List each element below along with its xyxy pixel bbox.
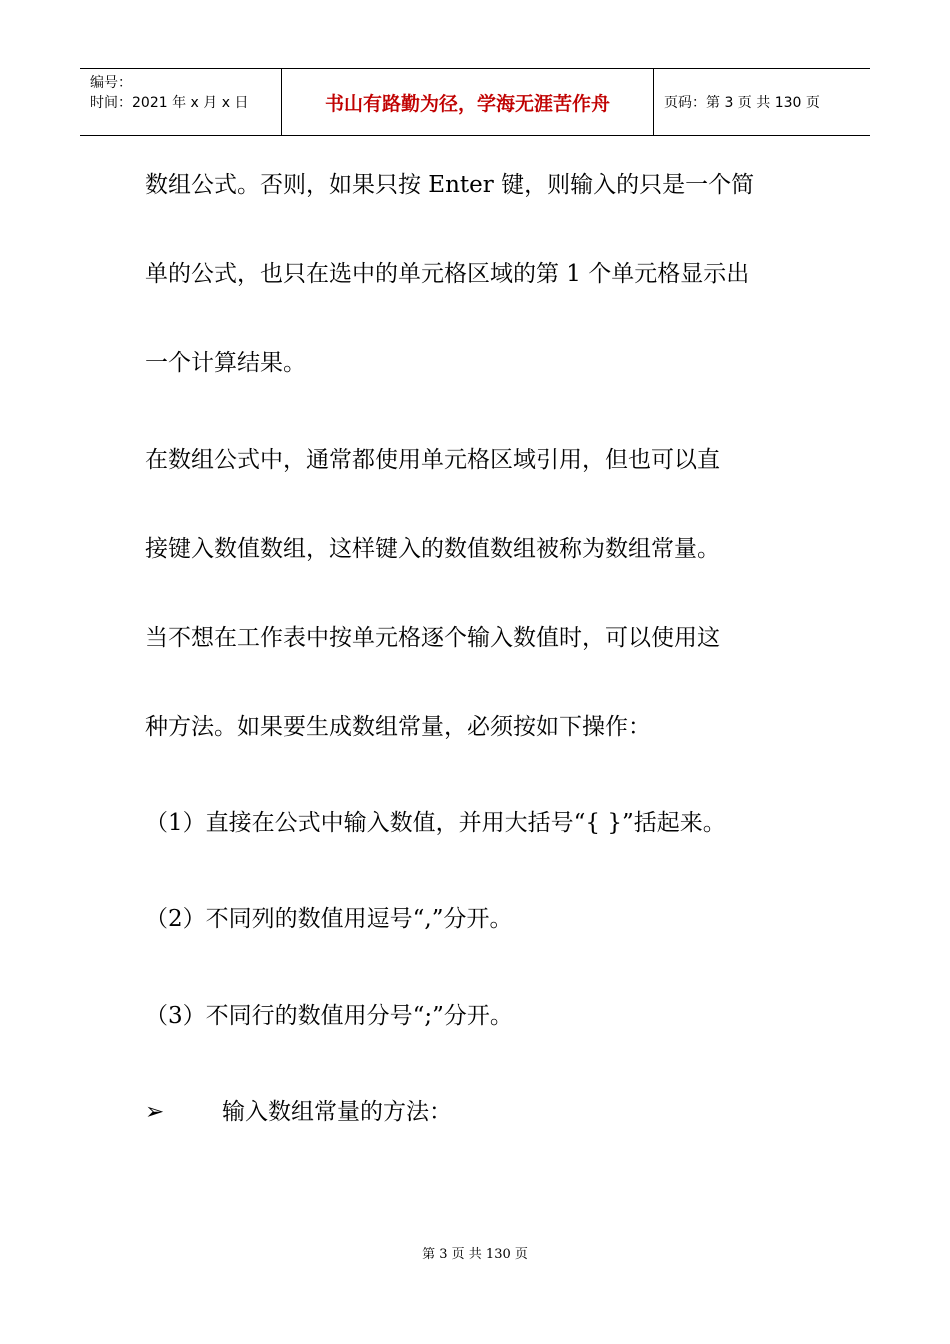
header-meta <box>80 69 281 135</box>
body-line-6: 当不想在工作表中按单元格逐个输入数值时，可以使用这 <box>145 625 720 651</box>
body-line-1: 数组公式。否则，如果只按 Enter 键，则输入的只是一个简 <box>145 172 755 198</box>
body-line-10: （3）不同行的数值用分号“;”分开。 <box>145 1003 513 1029</box>
arrow-bullet-icon: ➢ <box>145 1099 165 1125</box>
document-number-label: 编号： <box>90 75 132 91</box>
body-line-9: （2）不同列的数值用逗号“,”分开。 <box>145 906 513 932</box>
body-line-5: 接键入数值数组，这样键入的数值数组被称为数组常量。 <box>145 536 720 562</box>
body-line-4: 在数组公式中，通常都使用单元格区域引用，但也可以直 <box>145 447 720 473</box>
header-page-info: 页码：第 3 页 共 130 页 <box>664 95 820 111</box>
body-line-7: 种方法。如果要生成数组常量，必须按如下操作： <box>145 714 651 740</box>
bullet-item <box>145 1097 825 1127</box>
page-footer: 第 3 页 共 130 页 <box>422 1247 528 1262</box>
body-line-3: 一个计算结果。 <box>145 350 306 376</box>
document-time-label: 时间：2021 年 x 月 x 日 <box>90 95 249 111</box>
bullet-item-text: 输入数组常量的方法： <box>222 1099 452 1125</box>
body-line-2: 单的公式，也只在选中的单元格区域的第 1 个单元格显示出 <box>145 261 750 287</box>
header-table <box>80 68 870 136</box>
header-motto: 书山有路勤为径，学海无涯苦作舟 <box>281 69 654 135</box>
body-line-8: （1）直接在公式中输入数值，并用大括号“{ }”括起来。 <box>145 810 726 836</box>
